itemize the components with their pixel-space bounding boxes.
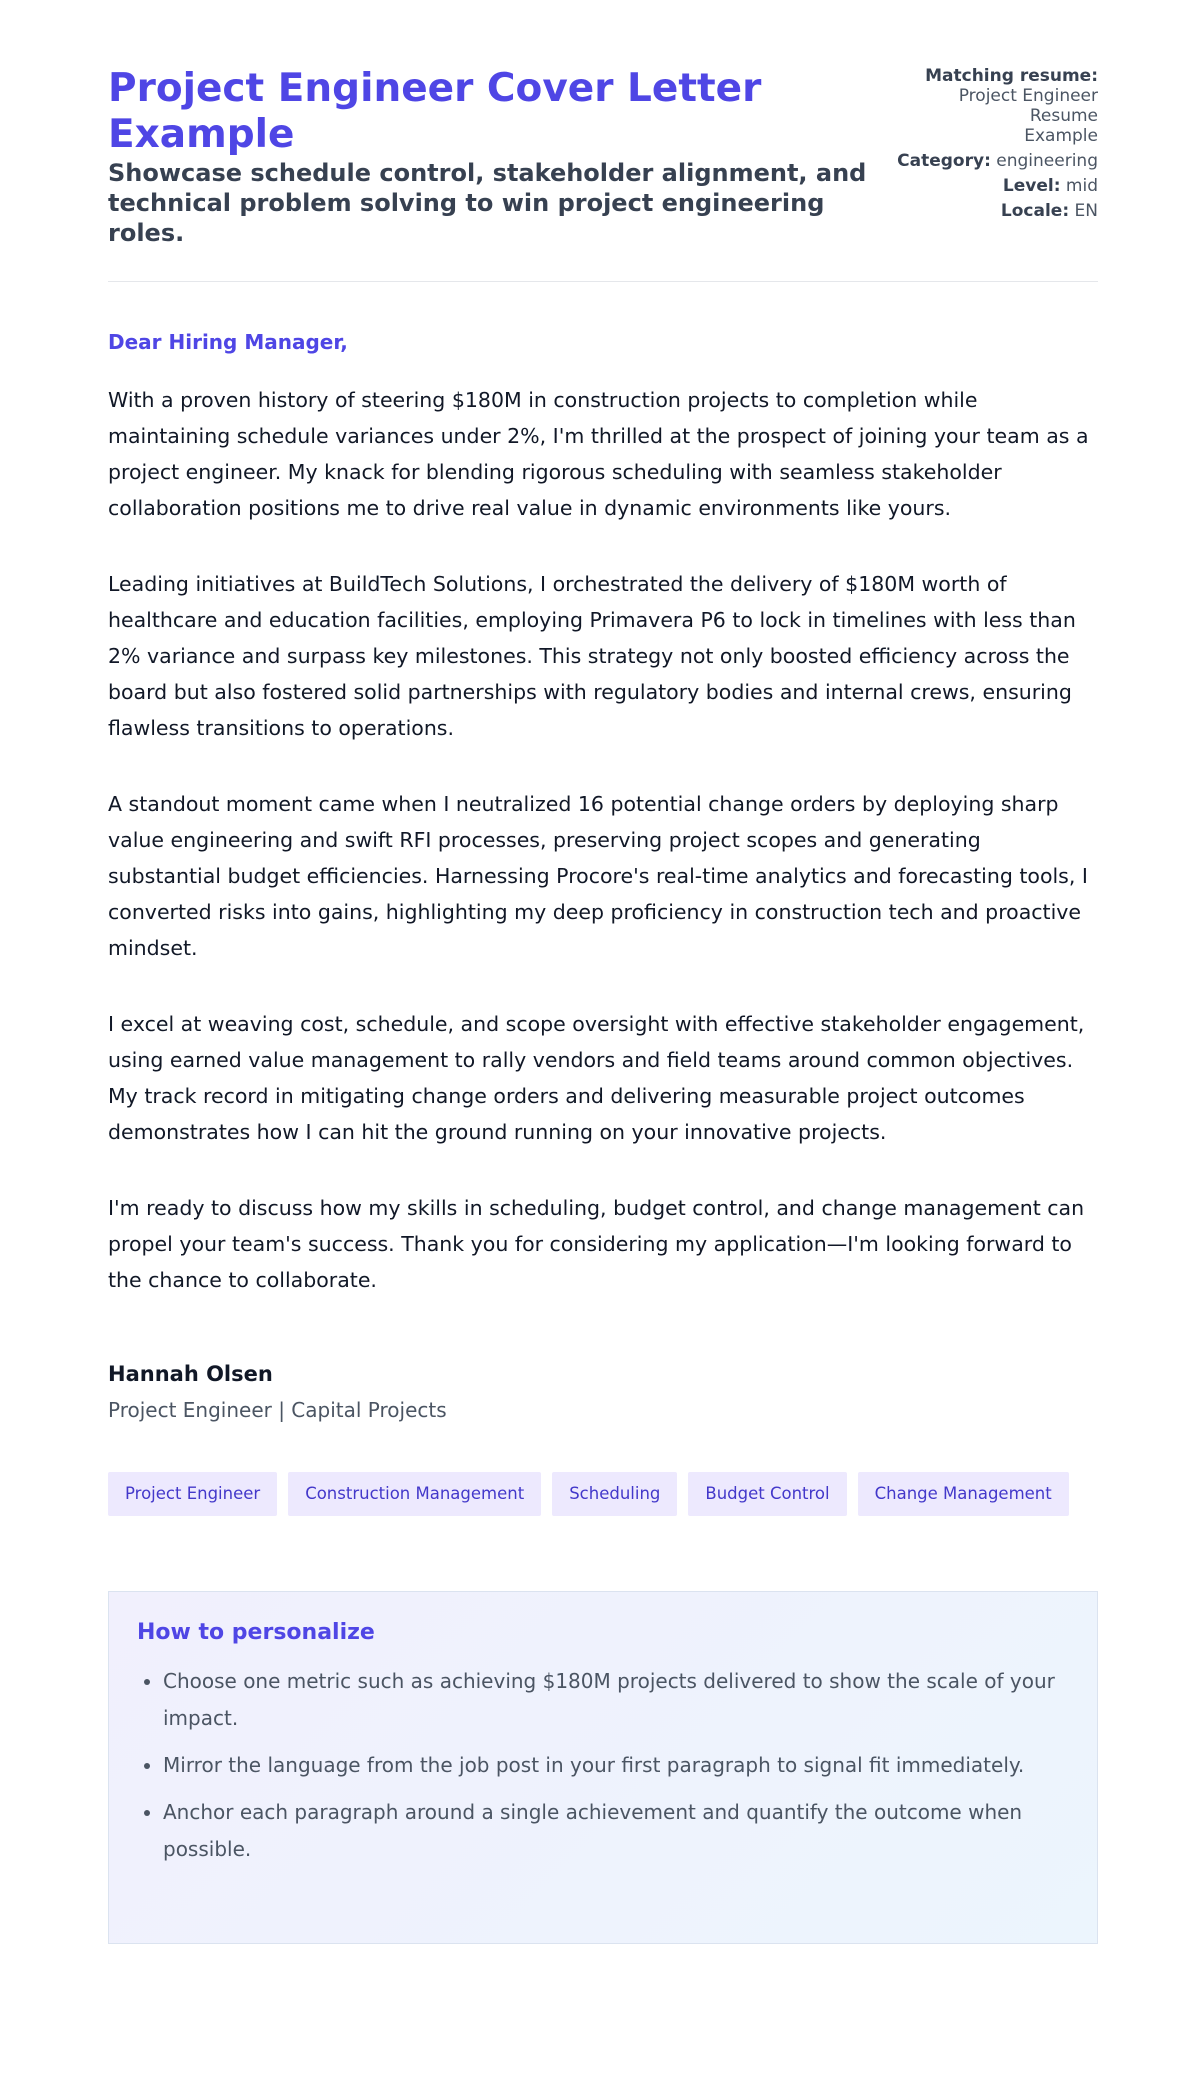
- page-header: [108, 66, 1098, 248]
- tag[interactable]: Construction Management: [288, 1472, 541, 1516]
- meta-label: Category:: [897, 151, 991, 171]
- tag[interactable]: Project Engineer: [108, 1472, 277, 1516]
- signature-title: Project Engineer | Capital Projects: [108, 1398, 447, 1422]
- signature-name: Hannah Olsen: [108, 1362, 273, 1386]
- letter-paragraph: I excel at weaving cost, schedule, and scope oversight with effective stakeholder engagement, using earned value management to rally vendors and field teams around common objectives. My track record in mitigating change orders and delivering measurable project outcomes demonstrates how I can hit the ground running on your innovative projects.: [108, 1012, 1085, 1144]
- cover-letter-page: [108, 66, 1098, 1944]
- matching-resume-link[interactable]: Project Engineer Resume Example: [958, 86, 1098, 146]
- meta-label: Locale:: [1000, 201, 1070, 221]
- tag[interactable]: Change Management: [858, 1472, 1069, 1516]
- tips-list: [137, 1663, 1069, 1868]
- tag[interactable]: Scheduling: [552, 1472, 677, 1516]
- page-title: Project Engineer Cover Letter Example: [108, 66, 762, 157]
- letter-paragraph: With a proven history of steering $180M in construction projects to completion while maintaining schedule variances under 2%, I'm thrilled at the prospect of joining your team as a project engineer. My knack for blending rigorous scheduling with seamless stakeholder collaboration positions me to drive real value in dynamic environments like yours.: [108, 388, 1089, 520]
- meta-label: Level:: [1002, 176, 1061, 196]
- tip-item: • Mirror the language from the job post in your first paragraph to signal fit immediately.: [163, 1747, 1069, 1784]
- meta-level: [897, 176, 1098, 196]
- letter-paragraph: A standout moment came when I neutralized 16 potential change orders by deploying sharp value engineering and swift RFI processes, preserving project scopes and generating substantial budget efficiencies. Harnessing Procore's real-time analytics and forecasting tools, I converted risks into gains, highlighting my deep proficiency in construction tech and proactive mindset.: [108, 792, 1088, 960]
- page-subtitle: Showcase schedule control, stakeholder alignment, and technical problem solving to win project engineering roles.: [108, 159, 867, 247]
- tips-heading: How to personalize: [137, 1620, 375, 1645]
- meta-value: engineering: [996, 151, 1098, 171]
- meta-matching-resume: [897, 66, 1098, 146]
- tag-list: [108, 1472, 1098, 1516]
- personalize-tips-box: [108, 1591, 1098, 1944]
- letter-paragraph: I'm ready to discuss how my skills in scheduling, budget control, and change management can propel your team's success. Thank you for considering my application—I'm looking forward to the chance to collaborate.: [108, 1196, 1085, 1292]
- letter-greeting: Dear Hiring Manager,: [108, 330, 348, 354]
- tip-item: • Anchor each paragraph around a single achievement and quantify the outcome when possible.: [163, 1794, 1069, 1868]
- tag[interactable]: Budget Control: [688, 1472, 846, 1516]
- letter-paragraph: Leading initiatives at BuildTech Solutions, I orchestrated the delivery of $180M worth of healthcare and education facilities, employing Primavera P6 to lock in timelines with less than 2% variance and surpass key milestones. This strategy not only boosted efficiency across the board but also fostered solid partnerships with regulatory bodies and internal crews, ensuring flawless transitions to operations.: [108, 572, 1076, 740]
- meta-panel: [897, 66, 1098, 226]
- meta-value: EN: [1074, 201, 1098, 221]
- meta-category: [897, 151, 1098, 171]
- meta-label: Matching resume:: [925, 66, 1098, 86]
- meta-value: mid: [1065, 176, 1098, 196]
- tip-item: • Choose one metric such as achieving $180M projects delivered to show the scale of your impact.: [163, 1663, 1069, 1737]
- divider: [108, 281, 1098, 282]
- title-block: [108, 66, 868, 248]
- meta-locale: [897, 201, 1098, 221]
